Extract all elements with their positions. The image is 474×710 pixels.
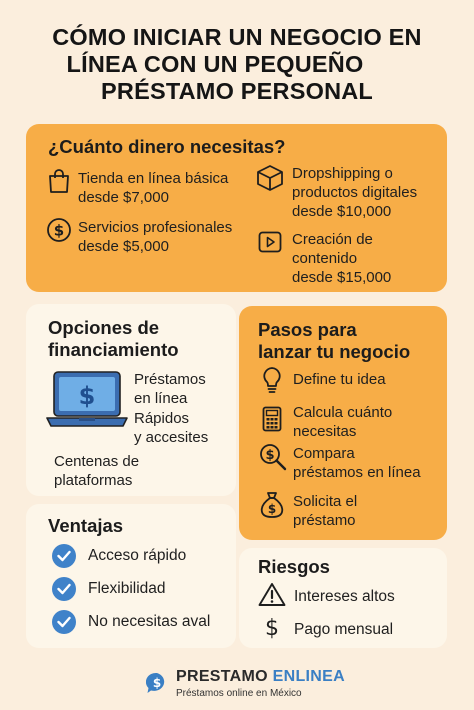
lightbulb-icon bbox=[261, 366, 283, 394]
step-apply: Solicita el préstamo bbox=[293, 493, 358, 529]
title-line-3: PRÉSTAMO PERSONAL bbox=[101, 78, 373, 104]
risk-monthly-payment: Pago mensual bbox=[294, 621, 394, 638]
risks-card bbox=[239, 548, 447, 648]
financing-title: Opciones de financiamiento bbox=[48, 317, 179, 360]
risk-high-interest: Intereses altos bbox=[294, 588, 395, 605]
magnifier-dollar-icon bbox=[259, 443, 287, 471]
steps-title: Pasos para lanzar tu negocio bbox=[258, 319, 411, 362]
financing-item-online-loans: Préstamos en línea bbox=[134, 371, 206, 407]
play-icon bbox=[258, 231, 282, 253]
risks-title: Riesgos bbox=[258, 556, 330, 577]
svg-text:$: $ bbox=[78, 382, 96, 410]
svg-text:$: $ bbox=[265, 616, 279, 640]
advantages-title: Ventajas bbox=[48, 515, 124, 536]
brand-name: PRESTAMO ENLINEA bbox=[176, 668, 345, 685]
title-line-1: CÓMO INICIAR UN NEGOCIO EN bbox=[52, 24, 422, 50]
step-define-idea: Define tu idea bbox=[293, 371, 386, 388]
money-item-online-store: Tienda en línea básica desde $7,000 bbox=[78, 170, 229, 206]
money-needed-title: ¿Cuánto dinero necesitas? bbox=[48, 136, 286, 157]
calculator-icon bbox=[262, 406, 282, 432]
step-compare: Compara préstamos en línea bbox=[293, 445, 421, 481]
launch-steps-card bbox=[239, 306, 447, 540]
svg-text:$: $ bbox=[53, 221, 65, 240]
checkmark-icon bbox=[52, 577, 76, 601]
laptop-dollar-icon bbox=[46, 370, 128, 430]
financing-item-fast: Rápidos y accesites bbox=[134, 410, 209, 446]
page-title bbox=[0, 24, 474, 105]
money-item-content-creation: Creación de contenido desde $15,000 bbox=[292, 231, 392, 286]
title-line-2: LÍNEA CON UN PEQUEÑO bbox=[66, 51, 364, 77]
advantages-card bbox=[26, 504, 236, 648]
financing-item-platforms: Centenas de plataformas bbox=[54, 453, 140, 489]
advantage-fast-access: Acceso rápido bbox=[88, 547, 187, 564]
warning-icon bbox=[258, 582, 286, 607]
box-icon bbox=[256, 164, 284, 192]
money-item-professional-services: Servicios profesionales desde $5,000 bbox=[78, 219, 233, 255]
checkmark-icon bbox=[52, 544, 76, 568]
shopping-bag-icon bbox=[47, 168, 71, 194]
checkmark-icon bbox=[52, 610, 76, 634]
dollar-icon bbox=[263, 614, 281, 640]
svg-text:$: $ bbox=[267, 502, 277, 516]
money-bag-icon bbox=[260, 491, 284, 519]
advantage-no-guarantor: No necesitas aval bbox=[88, 613, 211, 630]
step-calculate: Calcula cuánto necesitas bbox=[293, 404, 393, 440]
money-needed-card bbox=[26, 124, 447, 292]
brand-tagline: Préstamos online en México bbox=[176, 688, 302, 699]
chat-dollar-logo-icon bbox=[146, 672, 166, 692]
dollar-coin-icon bbox=[46, 217, 72, 243]
svg-text:$: $ bbox=[152, 676, 162, 690]
financing-options-card bbox=[26, 304, 236, 496]
svg-text:$: $ bbox=[265, 448, 275, 463]
money-item-dropshipping: Dropshipping o productos digitales desde $10,000 bbox=[292, 165, 418, 220]
advantage-flexibility: Flexibilidad bbox=[88, 580, 166, 597]
